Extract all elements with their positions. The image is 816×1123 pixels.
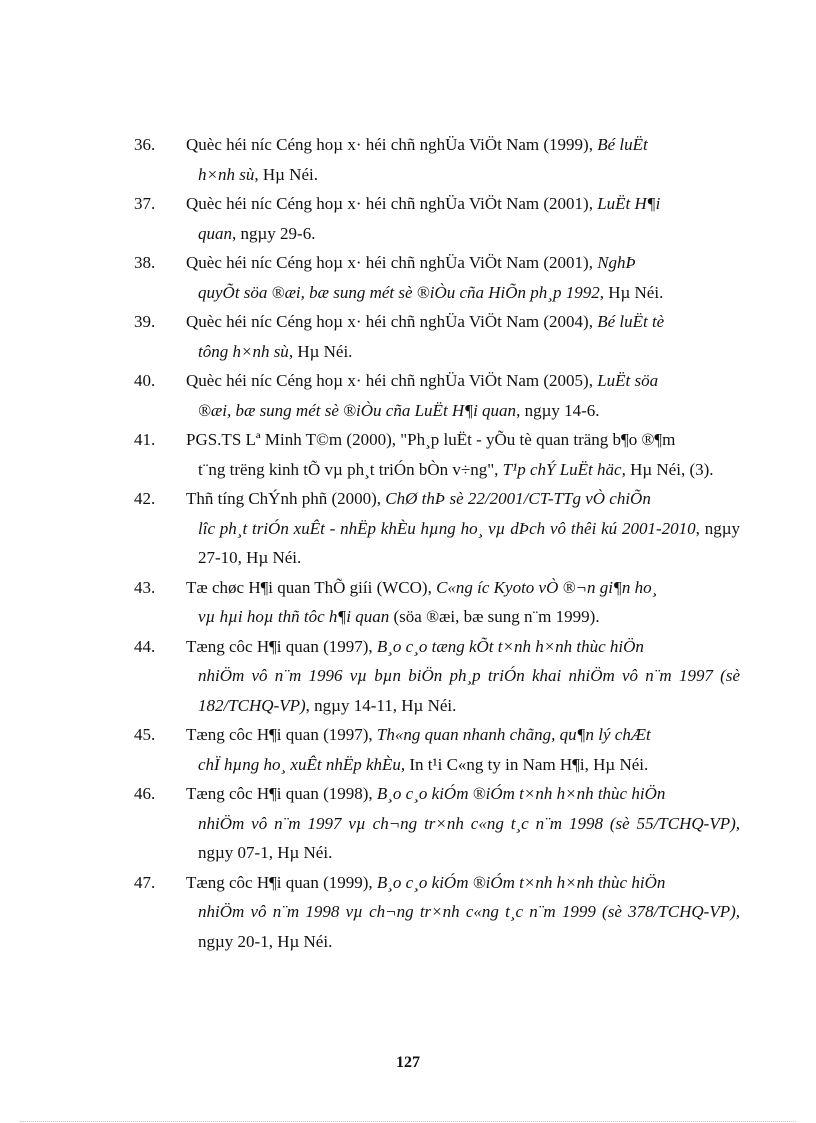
reference-continuation <box>186 602 740 632</box>
reference-segment: Quèc héi n <box>186 312 260 331</box>
reference-continuation <box>186 278 740 308</box>
reference-segment: Tæ chøc H¶i quan ThÕ giíi (WCO), <box>186 577 437 597</box>
reference-text <box>186 189 740 248</box>
reference-segment: (söa ®æi, bæ sung n¨m 1999). <box>389 607 600 626</box>
reference-segment: ngµy 20-1, Hµ Néi. <box>198 931 333 951</box>
reference-continuation <box>186 396 740 426</box>
reference-continuation <box>186 337 740 367</box>
reference-item <box>134 366 740 425</box>
reference-continuation <box>186 750 740 780</box>
reference-text <box>186 868 740 957</box>
reference-segment: Tæng côc H¶i quan (1999), <box>186 872 377 892</box>
reference-title-segment: lîc ph¸t triÓn xuÊt - nhËp khÈu hµng ho¸ vµ dÞch vô thêi kú 2001-2010 <box>198 518 696 538</box>
reference-segment: , Hµ Néi. <box>254 164 318 184</box>
reference-continuation <box>186 661 740 720</box>
reference-continuation <box>186 514 740 573</box>
reference-segment: , ngµy 29-6. <box>232 223 316 243</box>
reference-title-segment: vµ hµi hoµ thñ tôc h¶i quan <box>198 607 390 626</box>
reference-continuation <box>186 809 740 868</box>
reference-title-segment: C«ng íc Kyoto vÒ ®¬n gi¶n ho¸ <box>436 577 658 597</box>
reference-text <box>186 720 740 779</box>
reference-text <box>186 573 740 632</box>
reference-segment: Céng hoµ x· héi chñ nghÜa ViÖt Nam (2004), <box>271 312 598 331</box>
reference-segment: , ngµy 14-11, Hµ Néi. <box>305 695 457 715</box>
reference-title-segment: ®æi, bæ sung mét sè ®iÒu cña LuËt H¶i quan <box>198 400 517 420</box>
reference-title-segment: nhiÖm vô n¨m 1996 vµ bµn biÖn ph¸p triÓn khai nhiÖm vô n¨m 1997 (sè 182/TCHQ-VP) <box>198 666 740 715</box>
reference-number: 46. <box>134 784 156 803</box>
reference-segment: , Hµ Néi, (3). <box>621 459 714 479</box>
reference-segment: , Hµ Néi. <box>288 341 353 361</box>
reference-number: 39. <box>134 312 156 331</box>
reference-segment: Céng hoµ x· héi chñ nghÜa ViÖt Nam (1999), <box>271 135 598 154</box>
reference-segment: Tæng côc H¶i quan (1997), <box>186 725 377 744</box>
reference-first-line <box>186 784 665 803</box>
reference-title-segment: Th«ng quan nhanh chãng, qu¶n lý chÆt <box>376 725 651 744</box>
reference-text <box>186 130 740 189</box>
reference-segment: íc <box>259 253 272 272</box>
reference-segment: Quèc héi n <box>186 371 260 390</box>
reference-item <box>134 425 740 484</box>
reference-item <box>134 573 740 632</box>
reference-title-segment: nhiÖm vô n¨m 1998 vµ ch¬ng tr×nh c«ng t¸c n¨m 1999 (sè 378/TCHQ-VP), <box>198 902 740 921</box>
reference-text <box>186 779 740 868</box>
reference-first-line <box>186 371 658 390</box>
reference-title-segment: B¸o c¸o kiÓm ®iÓm t×nh h×nh thùc hiÖn <box>376 872 666 892</box>
reference-item <box>134 868 740 957</box>
reference-number: 37. <box>134 194 156 213</box>
reference-number: 44. <box>134 636 156 656</box>
reference-item <box>134 189 740 248</box>
reference-first-line <box>186 578 657 597</box>
reference-item <box>134 307 740 366</box>
reference-segment: Tæng côc H¶i quan (1997), <box>186 636 377 656</box>
reference-number: 38. <box>134 253 156 272</box>
reference-text <box>186 484 740 573</box>
reference-title-segment: Bé luËt <box>597 135 648 154</box>
reference-segment: t¨ng trëng kinh tÕ vµ ph¸t triÓn bÒn v÷ng", <box>198 459 503 479</box>
reference-item <box>134 248 740 307</box>
reference-segment: Céng hoµ x· héi chñ nghÜa ViÖt Nam (2001), <box>271 194 598 213</box>
reference-title-segment: B¸o c¸o tæng kÕt t×nh h×nh thùc hiÖn <box>376 636 644 656</box>
reference-segment: Céng hoµ x· héi chñ nghÜa ViÖt Nam (2001), <box>271 253 598 272</box>
reference-title-segment: NghÞ <box>597 253 636 272</box>
reference-first-line <box>186 312 664 331</box>
reference-segment: In t¹i C«ng ty in Nam H¶i, Hµ Néi. <box>405 754 649 774</box>
reference-segment: , ngµy 27-10, Hµ Néi. <box>198 518 741 567</box>
reference-segment: , ngµy 14-6. <box>516 400 600 420</box>
reference-number: 41. <box>134 430 156 449</box>
reference-segment: íc <box>259 371 272 390</box>
reference-segment: , Hµ Néi. <box>599 282 664 302</box>
reference-first-line <box>186 194 660 213</box>
reference-number: 40. <box>134 371 156 390</box>
reference-title-segment: Bé luËt tè <box>597 312 665 331</box>
reference-first-line <box>186 135 648 154</box>
reference-text <box>186 632 740 721</box>
reference-list <box>134 130 740 956</box>
reference-segment: Tæng côc H¶i quan (1998), <box>186 784 377 803</box>
reference-item <box>134 484 740 573</box>
reference-text <box>186 248 740 307</box>
reference-segment: íc <box>259 312 272 331</box>
footer-divider <box>20 1121 796 1122</box>
reference-segment: Céng hoµ x· héi chñ nghÜa ViÖt Nam (2005), <box>271 371 598 390</box>
reference-segment: Quèc héi n <box>186 253 260 272</box>
reference-title-segment: ChØ thÞ sè 22/2001/CT-TTg vÒ chiÕn <box>385 489 651 508</box>
reference-first-line <box>186 489 651 508</box>
reference-continuation <box>186 219 740 249</box>
reference-title-segment: LuËt söa <box>597 371 659 390</box>
reference-text <box>186 307 740 366</box>
reference-segment: ngµy 07-1, Hµ Néi. <box>198 843 333 862</box>
reference-title-segment: tông h×nh sù <box>198 341 289 361</box>
reference-first-line <box>186 637 644 656</box>
reference-number: 47. <box>134 872 156 892</box>
reference-text <box>186 425 740 484</box>
reference-first-line <box>186 253 636 272</box>
reference-continuation <box>186 160 740 190</box>
reference-continuation <box>186 455 740 485</box>
reference-item <box>134 632 740 721</box>
reference-segment: Quèc héi n <box>186 194 260 213</box>
reference-title-segment: B¸o c¸o kiÓm ®iÓm t×nh h×nh thùc hiÖn <box>376 784 666 803</box>
reference-item <box>134 130 740 189</box>
reference-segment: PGS.TS Lª Minh T©m (2000), "Ph¸p luËt - yÕu tè quan träng b¶o ®¶m <box>186 430 676 449</box>
reference-segment: Thñ tíng ChÝnh phñ (2000), <box>186 489 386 508</box>
reference-title-segment: T¹p chÝ LuËt häc <box>502 459 622 479</box>
reference-first-line <box>186 873 665 892</box>
reference-title-segment: nhiÖm vô n¨m 1997 vµ ch¬ng tr×nh c«ng t¸c n¨m 1998 (sè 55/TCHQ-VP), <box>198 813 740 833</box>
reference-segment: Quèc héi n <box>186 135 260 154</box>
reference-number: 45. <box>134 725 156 744</box>
reference-segment: íc <box>259 194 272 213</box>
reference-title-segment: quan <box>198 223 232 243</box>
reference-title-segment: chÏ hµng ho¸ xuÊt nhËp khÈu, <box>198 754 406 774</box>
reference-number: 42. <box>134 489 156 508</box>
reference-first-line <box>186 725 651 744</box>
reference-item <box>134 779 740 868</box>
reference-title-segment: quyÕt söa ®æi, bæ sung mét sè ®iÒu cña HiÕn ph¸p 1992 <box>198 282 600 302</box>
reference-title-segment: LuËt H¶i <box>597 194 661 213</box>
reference-segment: íc <box>259 135 272 154</box>
reference-first-line <box>186 430 675 449</box>
reference-continuation <box>186 897 740 956</box>
reference-title-segment: h×nh sù <box>198 164 255 184</box>
reference-number: 36. <box>134 135 156 154</box>
reference-number: 43. <box>134 577 156 597</box>
reference-text <box>186 366 740 425</box>
reference-item <box>134 720 740 779</box>
page-number: 127 <box>396 1054 420 1071</box>
